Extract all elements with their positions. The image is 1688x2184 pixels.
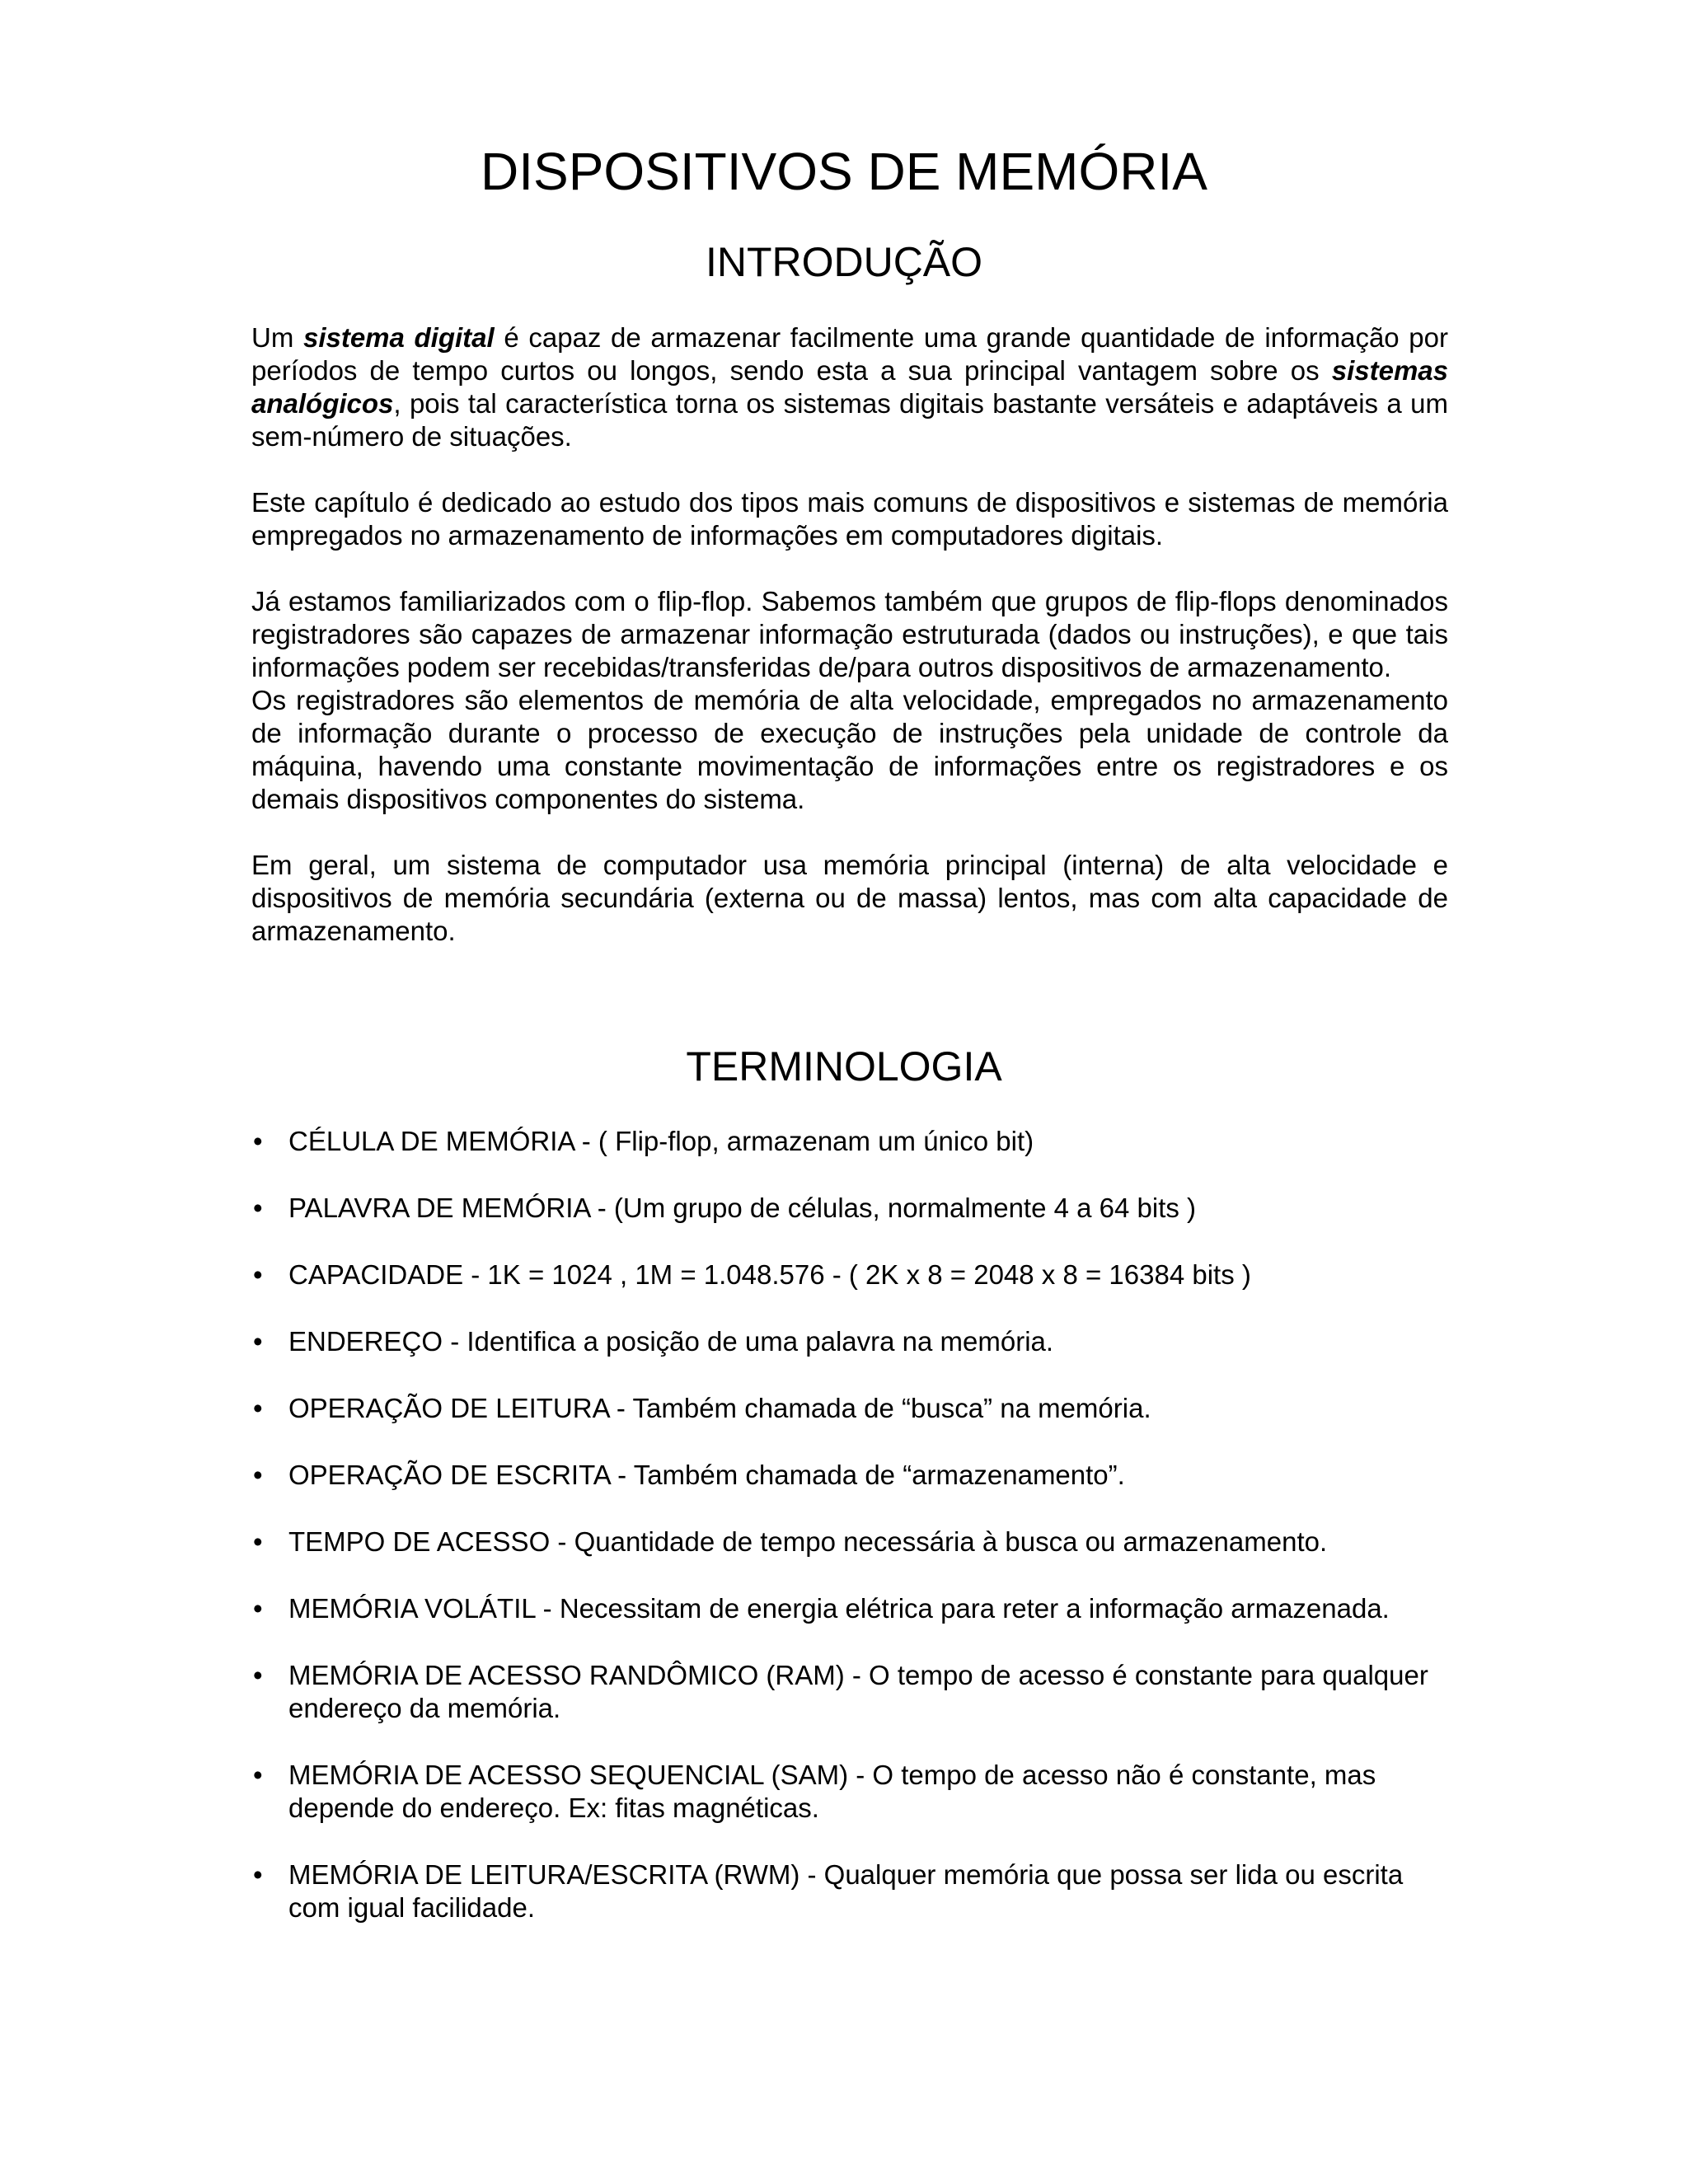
- terminology-item: [251, 1258, 1448, 1291]
- terminology-list: [251, 1125, 1448, 1958]
- terminology-item-text: TEMPO DE ACESSO - Quantidade de tempo necessária à busca ou armazenamento.: [288, 1526, 1328, 1557]
- terminology-item: [251, 1459, 1448, 1492]
- bullet-icon: •: [253, 1859, 263, 1890]
- terminology-item-text: ENDEREÇO - Identifica a posição de uma palavra na memória.: [288, 1326, 1054, 1357]
- terminology-item: [251, 1125, 1448, 1158]
- term-sistemas-analogicos: sistemas analógicos: [251, 355, 1448, 419]
- paragraph-1-text-c: , pois tal característica torna os sistemas digitais bastante versáteis e adaptáveis a um sem-número de situações.: [251, 388, 1448, 452]
- section-heading-introducao: INTRODUÇÃO: [705, 239, 983, 285]
- document-title: DISPOSITIVOS DE MEMÓRIA: [481, 142, 1207, 201]
- terminology-item-text: MEMÓRIA DE LEITURA/ESCRITA (RWM) - Qualquer memória que possa ser lida ou escrita com igual facilidade.: [288, 1859, 1404, 1923]
- terminology-item-text: OPERAÇÃO DE ESCRITA - Também chamada de “armazenamento”.: [288, 1460, 1125, 1490]
- terminology-item: [251, 1659, 1448, 1725]
- terminology-item-text: PALAVRA DE MEMÓRIA - (Um grupo de células, normalmente 4 a 64 bits ): [288, 1193, 1197, 1223]
- terminology-item: [251, 1592, 1448, 1625]
- bullet-icon: •: [253, 1326, 263, 1357]
- terminology-item-text: CAPACIDADE - 1K = 1024 , 1M = 1.048.576 - ( 2K x 8 = 2048 x 8 = 16384 bits ): [288, 1259, 1251, 1290]
- introducao-body: [251, 321, 1448, 948]
- terminology-item: [251, 1192, 1448, 1225]
- terminology-item: [251, 1759, 1448, 1825]
- bullet-icon: •: [253, 1393, 263, 1423]
- terminology-item-text: MEMÓRIA DE ACESSO RANDÔMICO (RAM) - O tempo de acesso é constante para qualquer endereço da memória.: [288, 1660, 1428, 1723]
- terminology-item: [251, 1858, 1448, 1924]
- bullet-icon: •: [253, 1126, 263, 1156]
- bullet-icon: •: [253, 1760, 263, 1790]
- paragraph-1-text-a: Um: [251, 322, 303, 353]
- terminology-item-text: CÉLULA DE MEMÓRIA - ( Flip-flop, armazenam um único bit): [288, 1126, 1034, 1156]
- paragraph-4: Os registradores são elementos de memória de alta velocidade, empregados no armazenamento de informação durante o processo de execução de instruções pela unidade de controle da máquina, havendo uma constante movimentação de informações entre os registradores e os demais dispositivos componentes do sistema.: [251, 685, 1448, 814]
- bullet-icon: •: [253, 1593, 263, 1624]
- bullet-icon: •: [253, 1193, 263, 1223]
- paragraph-3: Já estamos familiarizados com o flip-flop. Sabemos também que grupos de flip-flops denominados registradores são capazes de armazenar informação estruturada (dados ou instruções), e que tais informações podem ser recebidas/transferidas de/para outros dispositivos de armazenamento.: [251, 586, 1448, 682]
- paragraph-2: Este capítulo é dedicado ao estudo dos tipos mais comuns de dispositivos e sistemas de memória empregados no armazenamento de informações em computadores digitais.: [251, 487, 1448, 551]
- terminology-item: [251, 1325, 1448, 1358]
- paragraph-1-text-b: é capaz de armazenar facilmente uma grande quantidade de informação por períodos de tempo curtos ou longos, sendo esta a sua principal vantagem sobre os: [251, 322, 1448, 386]
- section-heading-terminologia: TERMINOLOGIA: [686, 1043, 1002, 1090]
- terminology-item-text: OPERAÇÃO DE LEITURA - Também chamada de “busca” na memória.: [288, 1393, 1151, 1423]
- paragraph-1: [251, 321, 1448, 453]
- bullet-icon: •: [253, 1526, 263, 1557]
- terminology-item-text: MEMÓRIA DE ACESSO SEQUENCIAL (SAM) - O tempo de acesso não é constante, mas depende do endereço. Ex: fitas magnéticas.: [288, 1760, 1376, 1823]
- terminology-item: [251, 1392, 1448, 1425]
- terminology-item-text: MEMÓRIA VOLÁTIL - Necessitam de energia elétrica para reter a informação armazenada.: [288, 1593, 1390, 1624]
- bullet-icon: •: [253, 1460, 263, 1490]
- terminology-item: [251, 1526, 1448, 1558]
- paragraph-5: Em geral, um sistema de computador usa memória principal (interna) de alta velocidade e dispositivos de memória secundária (externa ou de massa) lentos, mas com alta capacidade de armazenamento.: [251, 850, 1448, 946]
- bullet-icon: •: [253, 1259, 263, 1290]
- term-sistema-digital: sistema digital: [302, 322, 495, 353]
- bullet-icon: •: [253, 1660, 263, 1690]
